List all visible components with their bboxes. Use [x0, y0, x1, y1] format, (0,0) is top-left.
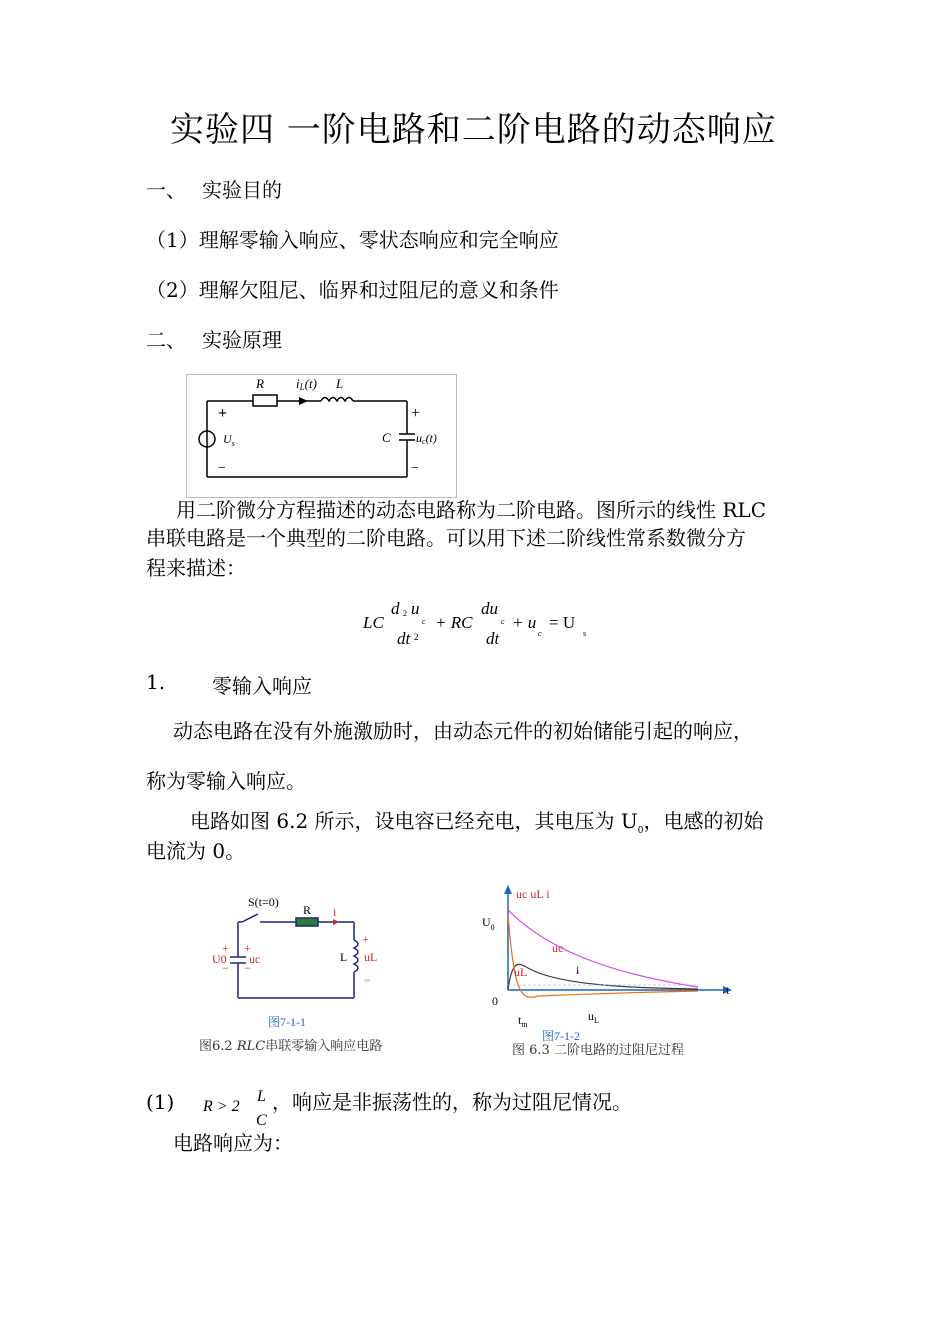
condition-text: ，响应是非振荡性的，称为过阻尼情况。	[272, 1090, 632, 1114]
uc-curve	[508, 910, 698, 987]
svg-text:dt: dt	[397, 629, 411, 648]
uL-bottom-label: $u_L$	[588, 1009, 599, 1025]
source-minus: −	[218, 461, 226, 476]
svg-text:+: +	[362, 932, 369, 946]
para4: 电路响应为：	[173, 1131, 293, 1155]
svg-text:du: du	[481, 599, 498, 618]
svg-text:−: −	[244, 961, 251, 975]
svg-text:dt: dt	[486, 629, 500, 648]
figure-number: 图7-1-1	[268, 1015, 306, 1029]
svg-text:+: +	[222, 941, 229, 955]
tm-label: $t_m$	[518, 1013, 528, 1029]
subsection1-number: 1.	[146, 670, 166, 694]
inductor-voltage-label: uL	[364, 950, 378, 964]
para2-line2: 称为零输入响应。	[146, 769, 306, 793]
fig63-caption: 图 6.3 二阶电路的过阻尼过程	[512, 1043, 684, 1058]
para3-line1: 电路如图 6.2 所示，设电容已经充电，其电压为 $U_0$，电感的初始	[190, 809, 764, 836]
inductor-label: L	[336, 376, 344, 391]
section2-number: 二、	[146, 328, 186, 352]
origin-label: 0	[492, 994, 498, 1008]
source-label: $U_s$	[223, 432, 235, 448]
cap-voltage-label: uc	[249, 952, 261, 966]
svg-text:c: c	[501, 617, 505, 626]
initial-voltage-label: U0	[212, 952, 227, 966]
inductor-label: L	[340, 950, 348, 964]
section1-number: 一、	[146, 178, 186, 202]
switch-label: S(t=0)	[248, 895, 279, 909]
svg-text:2: 2	[403, 609, 407, 618]
svg-text:s: s	[583, 629, 587, 638]
para1-line1: 用二阶微分方程描述的动态电路称为二阶电路。图所示的线性 RLC	[176, 498, 766, 522]
condition-expression: R > 2	[203, 1098, 240, 1115]
uc-curve-label: uc	[552, 941, 564, 955]
current-arrow-icon	[299, 397, 308, 405]
current-label: i	[333, 905, 337, 919]
objective-item-1: （1）理解零输入响应、零状态响应和完全响应	[146, 228, 559, 252]
svg-text:+ u: + u	[512, 613, 537, 632]
para2-line1: 动态电路在没有外施激励时，由动态元件的初始储能引起的响应，	[173, 719, 753, 743]
condition-fraction-bottom: C	[256, 1112, 267, 1129]
differential-equation	[355, 596, 605, 652]
subsection1-heading: 零输入响应	[212, 674, 312, 698]
svg-text:−: −	[222, 961, 229, 975]
svg-text:+: +	[244, 941, 251, 955]
condition-number: (1)	[146, 1090, 175, 1114]
source-plus: +	[218, 405, 228, 422]
current-arrow-icon	[333, 919, 339, 925]
svg-text:2: 2	[414, 632, 419, 642]
current-label: iL(t)	[296, 376, 317, 392]
figure-number: 图7-1-2	[542, 1029, 580, 1043]
i-curve-label: i	[576, 963, 580, 977]
svg-text:LC: LC	[363, 613, 384, 632]
fig62-caption: 图6.2 RLC串联零输入响应电路	[199, 1039, 383, 1054]
cap-plus: +	[411, 405, 421, 422]
i-curve	[508, 964, 698, 990]
page-title: 实验四 一阶电路和二阶电路的动态响应	[170, 110, 777, 150]
para3-line2: 电流为 0。	[146, 839, 246, 863]
resistor-label: R	[303, 903, 312, 917]
overdamped-response-plot	[478, 880, 750, 1045]
condition-fraction-top: L	[257, 1088, 266, 1105]
capacitor-label: C	[382, 430, 391, 445]
para1-line3: 程来描述：	[146, 556, 246, 580]
svg-text:c: c	[422, 617, 426, 626]
y-axis-label: uc uL i	[516, 887, 550, 901]
cap-voltage-label: uc(t)	[416, 431, 437, 446]
section2-heading: 实验原理	[202, 328, 282, 352]
objective-item-2: （2）理解欠阻尼、临界和过阻尼的意义和条件	[146, 278, 559, 302]
svg-text:d: d	[391, 599, 400, 618]
uL-curve-label: uL	[514, 965, 528, 979]
svg-text:= U: = U	[549, 613, 576, 632]
svg-text:c: c	[538, 629, 542, 638]
svg-text:−: −	[364, 973, 371, 987]
t-axis-label: t	[726, 983, 730, 997]
section1-heading: 实验目的	[202, 178, 282, 202]
u0-label: $U_0$	[482, 915, 495, 932]
cap-minus: −	[411, 461, 419, 476]
para1-line2: 串联电路是一个典型的二阶电路。可以用下述二阶线性常系数微分方	[146, 526, 746, 550]
resistor-label: R	[256, 376, 264, 391]
svg-text:u: u	[411, 599, 420, 618]
svg-text:+ RC: + RC	[435, 613, 473, 632]
rlc-circuit-diagram	[186, 374, 458, 499]
